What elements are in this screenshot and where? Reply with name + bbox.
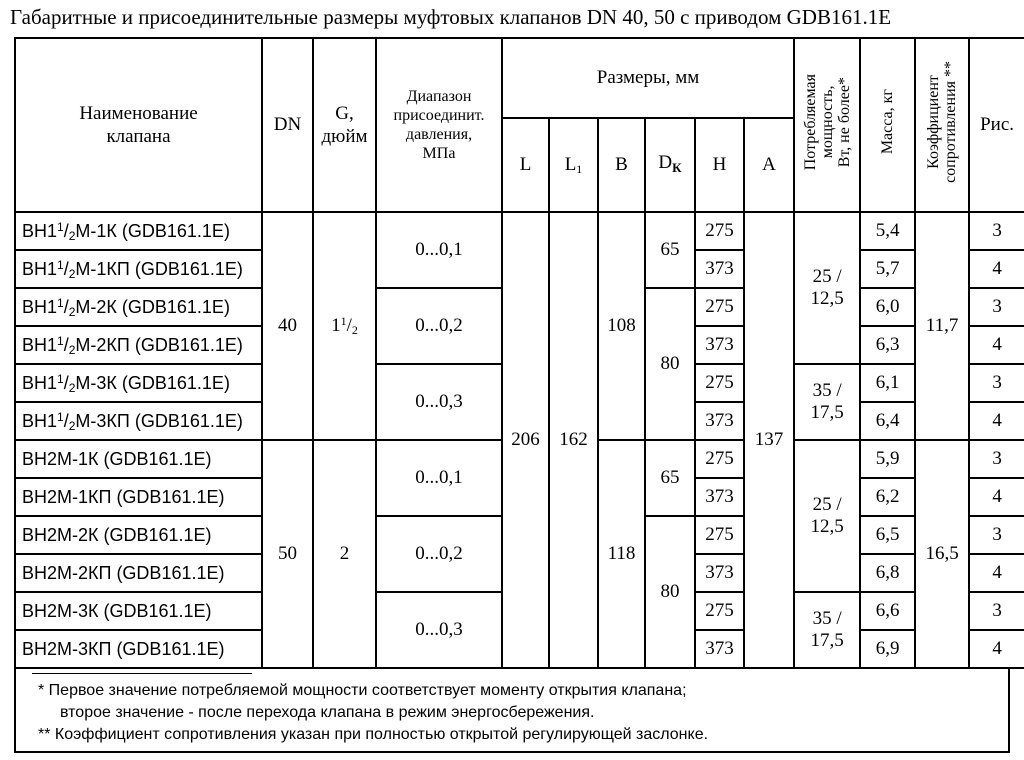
mass-value: 6,6	[860, 592, 915, 630]
mass-value: 5,7	[860, 250, 915, 288]
fig-value: 4	[969, 554, 1024, 592]
fig-value: 3	[969, 364, 1024, 402]
pressure-range: 0...0,1	[376, 212, 502, 288]
fig-value: 4	[969, 478, 1024, 516]
footnote-divider	[32, 673, 252, 674]
fig-value: 4	[969, 250, 1024, 288]
dimensions-table	[14, 37, 1024, 669]
mass-value: 6,5	[860, 516, 915, 554]
h-value: 373	[695, 478, 744, 516]
footnote-2: ** Коэффициент сопротивления указан при полностью открытой регулирующей заслонке.	[38, 726, 709, 743]
valve-name: $ВН1^1/_2М-1К$ (GDB161.1E)	[15, 212, 262, 250]
header-dn: DN	[262, 38, 313, 212]
pressure-range: 0...0,3	[376, 592, 502, 668]
h-value: 275	[695, 288, 744, 326]
h-value: 275	[695, 212, 744, 250]
header-a: A	[744, 118, 794, 212]
power-value: 25 / 12,5	[794, 212, 860, 364]
footnote-1a: * Первое значение потребляемой мощности соответствует моменту открытия клапана;	[38, 682, 687, 699]
dk-value: 65	[645, 440, 695, 516]
pressure-range: 0...0,1	[376, 440, 502, 516]
valve-name: $ВН1^1/_2М-3К$ (GDB161.1E)	[15, 364, 262, 402]
header-pressure: Диапазон присоединит. давления, МПа	[376, 38, 502, 212]
fig-value: 3	[969, 212, 1024, 250]
h-value: 373	[695, 250, 744, 288]
header-dk: $D_К$	[645, 118, 695, 212]
table-row	[15, 212, 1024, 250]
valve-name: ВН2М-2КП (GDB161.1E)	[15, 554, 262, 592]
mass-value: 6,4	[860, 402, 915, 440]
l-value: 206	[502, 212, 549, 668]
h-value: 373	[695, 326, 744, 364]
valve-name: ВН2М-1КП (GDB161.1E)	[15, 478, 262, 516]
mass-value: 6,8	[860, 554, 915, 592]
a-value: 137	[744, 212, 794, 668]
coef-value: 11,7	[915, 212, 969, 440]
l1-value: 162	[549, 212, 598, 668]
fig-value: 4	[969, 402, 1024, 440]
g-value: $1^1/_2$	[313, 212, 376, 440]
fig-value: 4	[969, 326, 1024, 364]
dn-value: 50	[262, 440, 313, 668]
power-value: 35 / 17,5	[794, 364, 860, 440]
header-l1: $L_1$	[549, 118, 598, 212]
mass-value: 6,2	[860, 478, 915, 516]
coef-value: 16,5	[915, 440, 969, 668]
mass-value: 5,4	[860, 212, 915, 250]
power-value: 25 / 12,5	[794, 440, 860, 592]
b-value: 108	[598, 212, 645, 440]
header-b: B	[598, 118, 645, 212]
valve-name: $ВН1^1/_2М-3КП$ (GDB161.1E)	[15, 402, 262, 440]
header-g: G, дюйм	[313, 38, 376, 212]
footnote-1b: второе значение - после перехода клапана в режим энергосбережения.	[60, 704, 595, 721]
header-mass: Масса, кг	[860, 38, 915, 212]
mass-value: 6,9	[860, 630, 915, 668]
mass-value: 6,3	[860, 326, 915, 364]
dk-value: 80	[645, 288, 695, 440]
fig-value: 3	[969, 592, 1024, 630]
pressure-range: 0...0,3	[376, 364, 502, 440]
header-sizes: Размеры, мм	[502, 38, 794, 118]
g-value: 2	[313, 440, 376, 668]
header-fig: Рис.	[969, 38, 1024, 212]
h-value: 275	[695, 440, 744, 478]
mass-value: 6,1	[860, 364, 915, 402]
dk-value: 80	[645, 516, 695, 668]
fig-value: 3	[969, 440, 1024, 478]
pressure-range: 0...0,2	[376, 288, 502, 364]
h-value: 275	[695, 364, 744, 402]
h-value: 275	[695, 516, 744, 554]
header-h: H	[695, 118, 744, 212]
header-power: Потребляемая мощность, Вт, не более*	[794, 38, 860, 212]
power-value: 35 / 17,5	[794, 592, 860, 668]
b-value: 118	[598, 440, 645, 668]
h-value: 275	[695, 592, 744, 630]
dk-value: 65	[645, 212, 695, 288]
pressure-range: 0...0,2	[376, 516, 502, 592]
valve-name: $ВН1^1/_2М-2КП$ (GDB161.1E)	[15, 326, 262, 364]
h-value: 373	[695, 402, 744, 440]
h-value: 373	[695, 554, 744, 592]
fig-value: 3	[969, 288, 1024, 326]
mass-value: 6,0	[860, 288, 915, 326]
header-l: L	[502, 118, 549, 212]
valve-name: ВН2М-1К (GDB161.1E)	[15, 440, 262, 478]
dn-value: 40	[262, 212, 313, 440]
valve-name: ВН2М-3КП (GDB161.1E)	[15, 630, 262, 668]
valve-name: $ВН1^1/_2М-1КП$ (GDB161.1E)	[15, 250, 262, 288]
mass-value: 5,9	[860, 440, 915, 478]
footnotes	[14, 667, 1010, 753]
header-name: Наименование клапана	[15, 38, 262, 212]
fig-value: 3	[969, 516, 1024, 554]
valve-name: ВН2М-2К (GDB161.1E)	[15, 516, 262, 554]
h-value: 373	[695, 630, 744, 668]
header-coef: Коэффициент сопротивления **	[915, 38, 969, 212]
page-title: Габаритные и присоединительные размеры муфтовых клапанов DN 40, 50 с приводом GDB161.1E	[10, 5, 892, 29]
valve-name: ВН2М-3К (GDB161.1E)	[15, 592, 262, 630]
fig-value: 4	[969, 630, 1024, 668]
valve-name: $ВН1^1/_2М-2К$ (GDB161.1E)	[15, 288, 262, 326]
